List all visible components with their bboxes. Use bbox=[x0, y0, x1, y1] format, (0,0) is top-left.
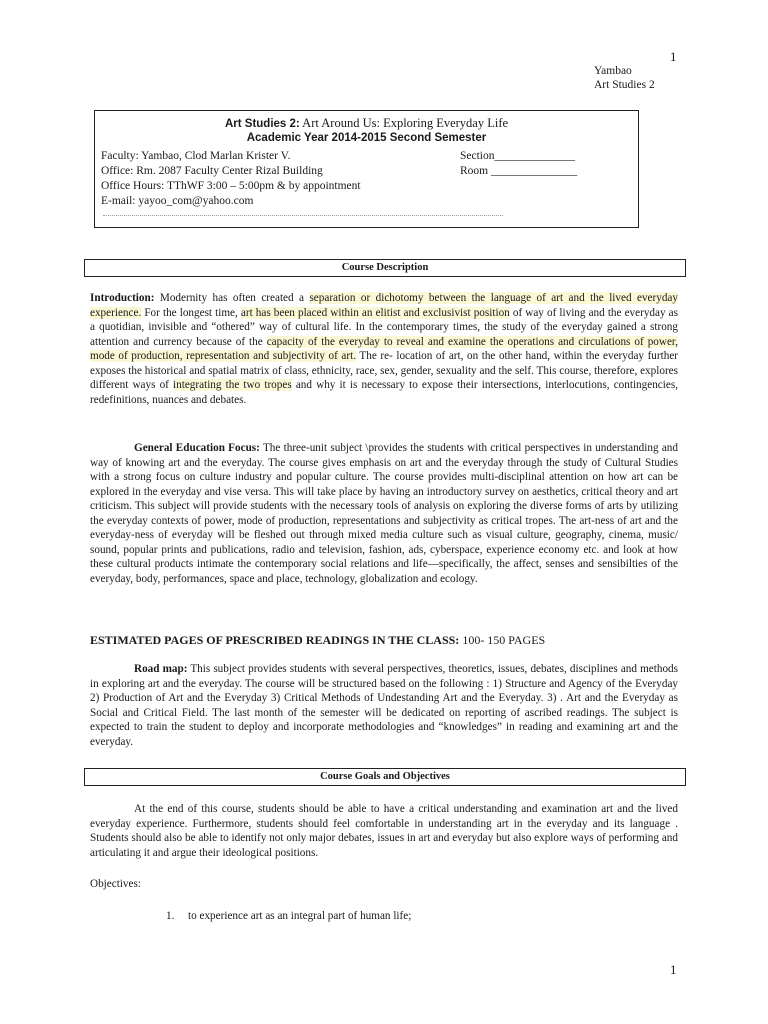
intro-text-1: Modernity has often created a bbox=[154, 292, 310, 304]
estimated-pages-label: ESTIMATED PAGES OF PRESCRIBED READINGS IN THE CLASS: bbox=[90, 633, 460, 647]
road-map-label: Road map: bbox=[134, 663, 188, 675]
faculty-email: E-mail: yayoo_com@yahoo.com bbox=[101, 195, 254, 207]
dotted-divider bbox=[103, 215, 503, 216]
intro-highlight-1: separation or dichotomy between the language of art and the lived everyday experience. bbox=[90, 292, 678, 319]
introduction-paragraph bbox=[90, 291, 678, 407]
goals-paragraph: At the end of this course, students should be able to have a critical understanding and examination art and the lived everyday experience. Furthermore, students should feel comfortable in understanding art in the everyday and its language . Students should also be able to identify not only major debates, issues in art and everyday but also explore ways of performing and articulating it and argue their ideological positions. bbox=[90, 803, 678, 859]
ge-focus-label: General Education Focus: bbox=[134, 442, 260, 454]
section-field: Section______________ bbox=[460, 150, 575, 162]
course-goals-heading: Course Goals and Objectives bbox=[84, 768, 686, 786]
estimated-pages-value: 100- 150 PAGES bbox=[459, 633, 546, 647]
intro-text-2: For the longest time, bbox=[141, 306, 241, 319]
ge-focus-text: The three-unit subject \provides the students with critical perspectives in understanding and way of knowing art and the everyday. The course gives emphasis on art and the everyday through the study of Cultural Studies with a strong focus on culture industry and popular culture. The course provides multi-disciplinal attention on how art can be explored in the everyday and vise versa. This will take place by having an introductory survey on aesthetics, critical theory and art criticism. This subject will provide students with the necessary tools of analysis on exploring the diverse forms of arts by utilizing the everyday contexts of power, mode of production, representations and subjectivity as critical tropes. The art-ness of art and the everyday-ness of everyday will be fleshed out through mixed media culture such as visual culture, geography, cinema, music/ sound, popular prints and publications, radio and television, fashion, ads, cyberspace, experience economy etc. and look at how these cultural products intimate the contemporary social relations and life—specifically, the affect, senses and sensibilties of the everyday, body, performances, space and place, technology, globalization and ecology. bbox=[90, 442, 678, 585]
running-header bbox=[594, 64, 655, 92]
course-info-box bbox=[94, 110, 639, 228]
running-header-course: Art Studies 2 bbox=[594, 79, 655, 91]
page-number-bottom: 1 bbox=[670, 962, 677, 977]
course-title bbox=[95, 116, 638, 131]
road-map-text: This subject provides students with several perspectives, theoretics, issues, debates, disciplines and methods in exploring art and the everyday. The course will be structured based on the following : 1) Structure and Agency of the Everyday 2) Production of Art and the Everyday 3) Critical Methods of Undestanding Art and the Everyday. 3) . Art and the Everyday as Social and Critical Field. The last month of the semester will be dedicated on reporting of ascribed readings. The subject is expected to train the student to deploy and incorporate methodologies and “knowledges” in reading and examining art and the everyday. bbox=[90, 663, 678, 748]
office-hours: Office Hours: TThWF 3:00 – 5:00pm & by appointment bbox=[101, 180, 361, 192]
objectives-label: Objectives: bbox=[90, 878, 141, 890]
running-header-author: Yambao bbox=[594, 65, 632, 77]
faculty-details bbox=[101, 149, 361, 209]
office-location: Office: Rm. 2087 Faculty Center Rizal Building bbox=[101, 165, 323, 177]
page-number-top: 1 bbox=[670, 49, 677, 64]
course-title-code: Art Studies 2: bbox=[224, 118, 300, 130]
introduction-label: Introduction: bbox=[90, 292, 155, 304]
intro-text-3: of way of living and the everyday as a quotidian, invisible and “othered” way of cultural life. In the contemporary times, the study of the everyday gained a strong attention and currency because of the bbox=[90, 306, 678, 348]
objective-item bbox=[166, 910, 411, 922]
course-title-name: Art Around Us: Exploring Everyday Life bbox=[302, 116, 509, 130]
ge-focus-paragraph bbox=[90, 441, 678, 586]
intro-highlight-4: integrating the two tropes bbox=[173, 379, 292, 391]
objective-text: to experience art as an integral part of human life; bbox=[188, 910, 412, 922]
section-room-fields bbox=[460, 149, 577, 179]
intro-highlight-3: capacity of the everyday to reveal and examine the operations and circulations of power, mode of production, representation and subjectivity of art. bbox=[90, 335, 678, 362]
room-field: Room _______________ bbox=[460, 165, 578, 177]
academic-year: Academic Year 2014-2015 Second Semester bbox=[246, 132, 487, 144]
intro-highlight-2: art has been placed within an elitist and exclusivist position bbox=[240, 306, 510, 319]
intro-text-5: and why it is necessary to expose their intersections, interlocutions, contingencies, redefinitions, nuances and debates. bbox=[90, 379, 678, 406]
course-description-heading: Course Description bbox=[84, 259, 686, 277]
road-map-paragraph bbox=[90, 662, 678, 749]
intro-text-4: The re- location of art, on the other hand, within the everyday further exposes the historical and spatial matrix of class, ethnicity, race, sex, gender, sexuality and the self. This course, therefore, explores different ways of bbox=[90, 350, 679, 391]
estimated-pages bbox=[90, 633, 545, 648]
objective-number: 1. bbox=[166, 910, 175, 922]
faculty-name: Faculty: Yambao, Clod Marlan Krister V. bbox=[101, 150, 291, 162]
